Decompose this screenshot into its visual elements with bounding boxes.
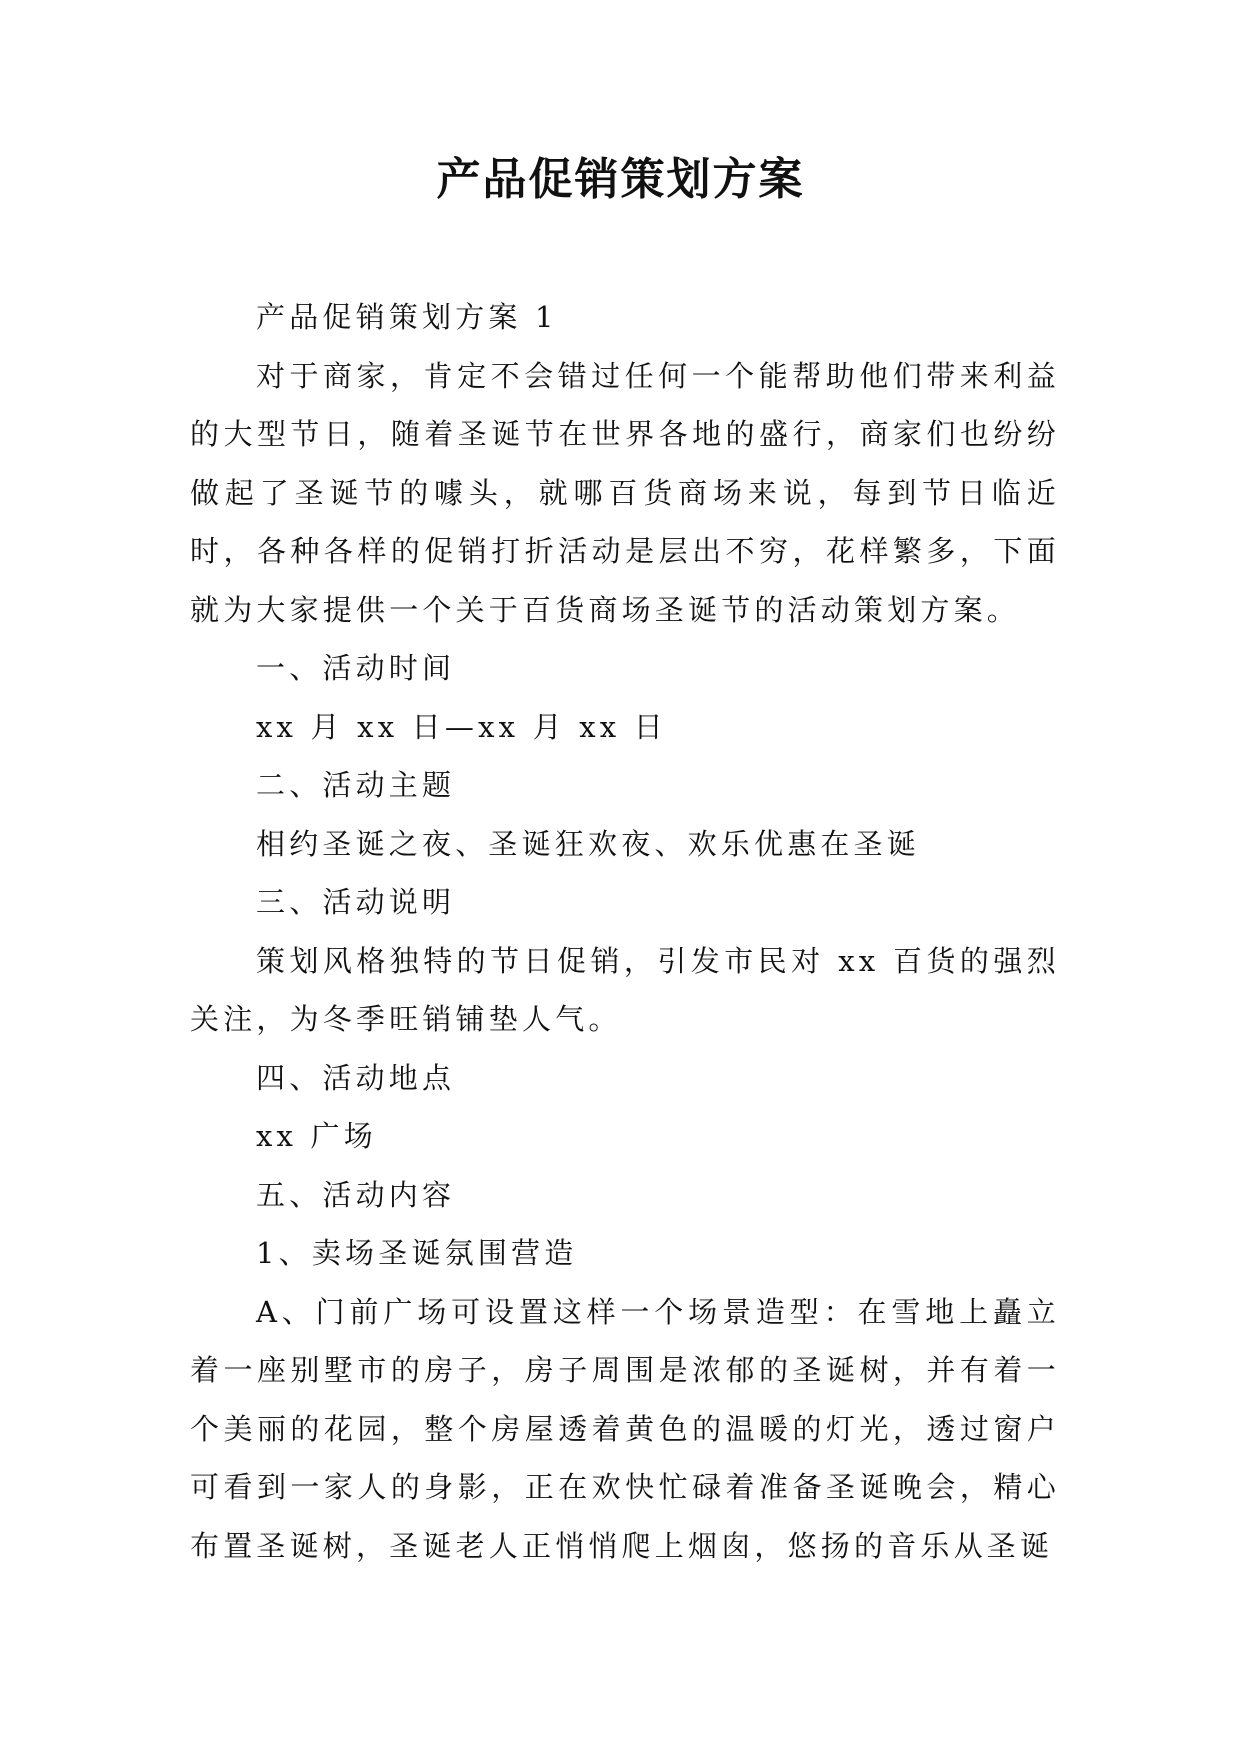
section-heading: 三、活动说明 (256, 885, 456, 919)
document-body (190, 288, 1060, 1575)
intro-paragraph: 对于商家，肯定不会错过任何一个能帮助他们带来利益的大型节日，随着圣诞节在世界各地的盛行，商家们也纷纷做起了圣诞节的噱头，就哪百货商场来说，每到节日临近时，各种各样的促销打折活动是层出不穷，花样繁多，下面就为大家提供一个关于百货商场圣诞节的活动策划方案。 (190, 358, 1060, 627)
activity-time-text: xx 月 xx 日—xx 月 xx 日 (256, 709, 667, 744)
section-heading: 四、活动地点 (256, 1060, 456, 1095)
document-title: 产品促销策划方案 (436, 154, 805, 205)
section-heading: 一、活动时间 (256, 651, 456, 685)
activity-theme-text: 相约圣诞之夜、圣诞狂欢夜、欢乐优惠在圣诞 (256, 826, 921, 861)
section-heading: 二、活动主题 (256, 768, 456, 802)
activity-description-text: 策划风格独特的节日促销，引发市民对 xx 百货的强烈关注，为冬季旺销铺垫人气。 (190, 943, 1060, 1036)
section-heading: 五、活动内容 (256, 1177, 456, 1212)
activity-location-text: xx 广场 (256, 1119, 377, 1153)
subsection-heading: 1、卖场圣诞氛围营造 (256, 1236, 578, 1270)
section-heading: 产品促销策划方案 1 (256, 300, 558, 334)
content-paragraph: A、门前广场可设置这样一个场景造型：在雪地上矗立着一座别墅市的房子，房子周围是浓郁的圣诞树，并有着一个美丽的花园，整个房屋透着黄色的温暖的灯光，透过窗户可看到一家人的身影，正在欢快忙碌着准备圣诞晚会，精心布置圣诞树，圣诞老人正悄悄爬上烟囱，悠扬的音乐从圣诞 (190, 1294, 1060, 1563)
